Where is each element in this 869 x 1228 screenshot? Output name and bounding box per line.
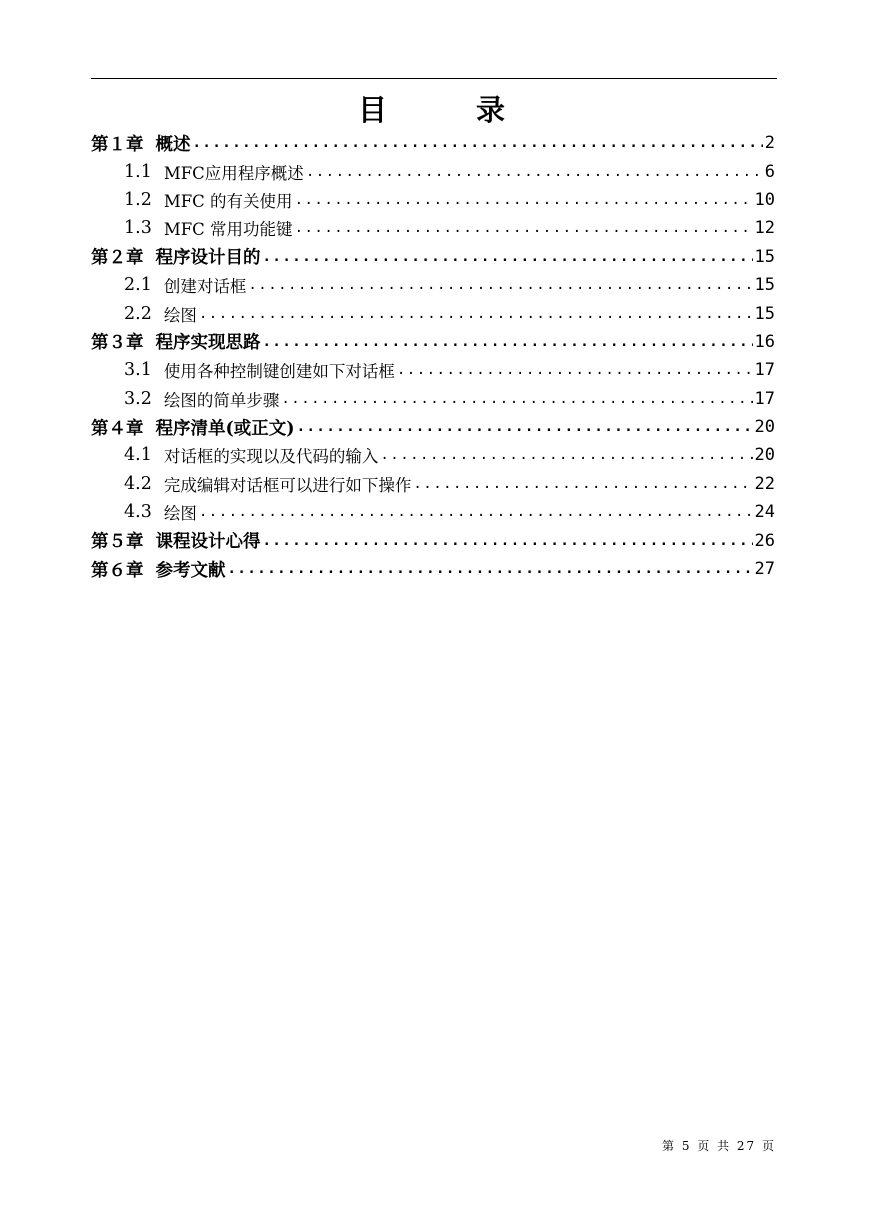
toc-entry-label: MFC应用程序概述	[163, 163, 304, 183]
table-of-contents	[91, 129, 775, 583]
toc-entry-number: 4.1	[124, 445, 152, 466]
toc-entry[interactable]	[91, 243, 775, 271]
toc-entry-page: 15	[754, 246, 775, 267]
toc-entry[interactable]	[91, 328, 775, 356]
toc-entry-page: 15	[754, 303, 775, 324]
toc-entry[interactable]	[91, 299, 775, 327]
toc-entry-label: 使用各种控制键创建如下对话框	[163, 362, 395, 382]
toc-entry-label: 程序实现思路	[155, 333, 261, 354]
toc-dot-leader	[378, 447, 752, 463]
toc-entry-label: 创建对话框	[163, 277, 247, 297]
toc-dot-leader	[197, 504, 753, 520]
toc-entry-page: 17	[754, 388, 775, 409]
toc-entry-page: 2	[764, 133, 775, 154]
toc-entry-label: 绘图的简单步骤	[163, 390, 280, 410]
toc-entry[interactable]	[91, 129, 775, 157]
toc-entry-page: 27	[754, 559, 775, 580]
toc-dot-leader	[293, 220, 753, 236]
toc-entry-number: 1.3	[124, 218, 152, 239]
toc-dot-leader	[226, 561, 753, 577]
toc-entry-number: 第１章	[91, 134, 144, 155]
toc-entry-number: 3.2	[124, 388, 152, 409]
toc-entry-page: 22	[754, 473, 775, 494]
toc-entry-label: 参考文献	[155, 560, 226, 581]
toc-entry-page: 24	[754, 502, 775, 523]
toc-entry-number: 第６章	[91, 560, 144, 581]
toc-entry-number: 第２章	[91, 248, 144, 269]
toc-entry[interactable]	[91, 385, 775, 413]
toc-entry-page: 17	[754, 360, 775, 381]
toc-entry-page: 20	[754, 445, 775, 466]
toc-entry[interactable]	[91, 271, 775, 299]
toc-entry-number: 1.2	[124, 189, 152, 210]
toc-title: 目 录	[357, 93, 535, 127]
toc-entry[interactable]	[91, 441, 775, 469]
toc-entry-label: 绘图	[163, 305, 197, 325]
toc-entry[interactable]	[91, 356, 775, 384]
toc-entry[interactable]	[91, 498, 775, 526]
toc-entry-page: 12	[754, 218, 775, 239]
toc-entry-label: 完成编辑对话框可以进行如下操作	[163, 475, 412, 495]
toc-dot-leader	[411, 476, 752, 492]
toc-entry-page: 6	[764, 161, 775, 182]
toc-entry[interactable]	[91, 555, 775, 583]
toc-dot-leader	[261, 533, 753, 549]
toc-entry-number: 4.2	[124, 473, 152, 494]
page-footer: 第 5 页 共 27 页	[662, 1139, 776, 1153]
toc-dot-leader	[191, 135, 763, 151]
toc-entry-number: 1.1	[124, 161, 152, 182]
toc-dot-leader	[197, 306, 753, 322]
toc-entry-label: 程序设计目的	[155, 248, 261, 269]
toc-entry-label: MFC 常用功能键	[163, 220, 293, 240]
toc-dot-leader	[246, 277, 752, 293]
toc-dot-leader	[293, 192, 753, 208]
toc-entry-number: 2.2	[124, 303, 152, 324]
toc-entry-number: 3.1	[124, 360, 152, 381]
toc-entry[interactable]	[91, 526, 775, 554]
toc-entry-label: 对话框的实现以及代码的输入	[163, 447, 379, 467]
toc-entry-label: MFC 的有关使用	[163, 191, 293, 211]
toc-dot-leader	[279, 391, 752, 407]
toc-entry[interactable]	[91, 157, 775, 185]
toc-entry[interactable]	[91, 186, 775, 214]
toc-entry-number: 第３章	[91, 333, 144, 354]
toc-entry-label: 绘图	[163, 504, 197, 524]
toc-dot-leader	[304, 164, 763, 180]
toc-entry[interactable]	[91, 413, 775, 441]
header-rule	[91, 78, 777, 79]
toc-dot-leader	[261, 334, 753, 350]
toc-entry-label: 课程设计心得	[155, 532, 261, 553]
toc-dot-leader	[395, 362, 753, 378]
toc-dot-leader	[295, 419, 753, 435]
toc-entry-label: 程序清单(或正文)	[155, 418, 295, 439]
toc-entry-label: 概述	[155, 134, 191, 155]
toc-entry-number: 4.3	[124, 502, 152, 523]
toc-entry-number: 2.1	[124, 275, 152, 296]
toc-entry-page: 10	[754, 189, 775, 210]
toc-entry[interactable]	[91, 214, 775, 242]
toc-entry-page: 20	[754, 417, 775, 438]
toc-entry[interactable]	[91, 470, 775, 498]
toc-dot-leader	[261, 249, 753, 265]
toc-entry-page: 26	[754, 530, 775, 551]
toc-entry-page: 15	[754, 275, 775, 296]
toc-entry-number: 第４章	[91, 418, 144, 439]
toc-entry-number: 第５章	[91, 532, 144, 553]
toc-entry-page: 16	[754, 331, 775, 352]
